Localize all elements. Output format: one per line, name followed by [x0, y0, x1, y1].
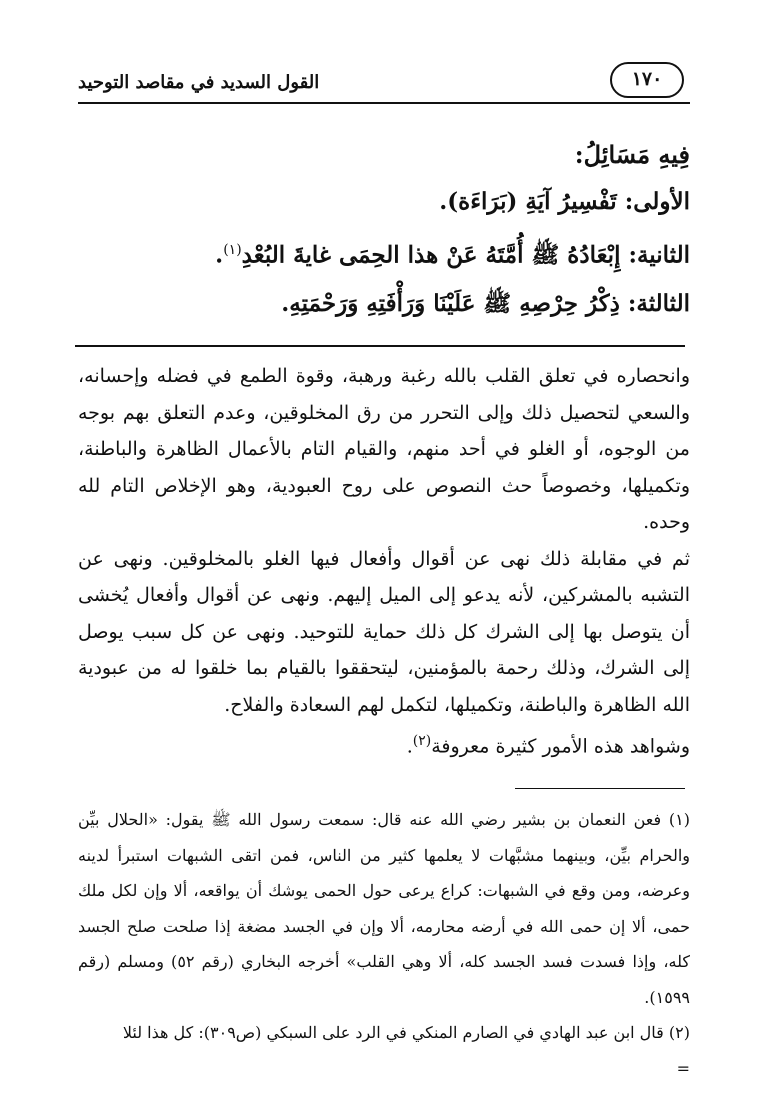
issue-text: الأولى: تَفْسِيرُ آيَةِ (بَرَاءَة). [439, 188, 690, 215]
section-separator [75, 345, 685, 347]
issue-text: الثالثة: ذِكْرُ حِرْصِهِ ﷺ عَلَيْنَا وَرَأْفَتِهِ وَرَحْمَتِهِ. [281, 289, 690, 317]
footnote-2: (٢) قال ابن عبد الهادي في الصارم المنكي في الرد على السبكي (ص٣٠٩): كل هذا لئلا [122, 1023, 690, 1042]
footnote-1: (١) فعن النعمان بن بشير رضي الله عنه قال: سمعت رسول الله ﷺ يقول: «الحلال بيِّن والحرام بيِّن، وبينهما مشبَّهات لا يعلمها كثير من الناس، فمن اتقى الشبهات استبرأ لدينه وعرضه، ومن وقع في الشبهات: كراع يرعى حول الحمى يوشك أن يواقعه، ألا وإن لكل ملك حمى، ألا إن حمى الله في أرضه محارمه، ألا وإن في الجسد مضغة إذا صلحت صلح الجسد كله، وإذا فسدت فسد الجسد كله، ألا وهي القلب» أخرجه البخاري (رقم ٥٢) ومسلم (رقم ١٥٩٩). [78, 810, 691, 1007]
issues-heading: فِيهِ مَسَائِلُ: [574, 140, 690, 169]
issues-section [70, 140, 690, 335]
footnote-ref: (١) [223, 242, 242, 258]
footnote-rule [515, 788, 685, 789]
paragraph: وانحصاره في تعلق القلب بالله رغبة ورهبة، وقوة الطمع في فضله وإحسانه، والسعي لتحصيل ذلك وإلى التحرر من رق المخلوقين، وعدم التعلق بهم بوجه من الوجوه، أو الغلو في أحد منهم، والقيام التام بالأعمال الظاهرة والباطنة، وتكميلها، وخصوصاً حث النصوص على روح العبودية، وهو الإخلاص التام لله وحده. [78, 365, 690, 533]
footnote-continuation: = [676, 1058, 690, 1078]
footnote-ref: (٢) [412, 733, 432, 749]
running-title: القول السديد في مقاصد التوحيد [78, 72, 320, 93]
page-number: ١٧٠ [610, 62, 684, 98]
issue-end: . [215, 241, 224, 269]
issue-item [70, 233, 690, 273]
page-header [78, 62, 690, 104]
issue-item [70, 185, 690, 219]
paragraph: ثم في مقابلة ذلك نهى عن أقوال وأفعال فيها الغلو بالمخلوقين. ونهى عن التشبه بالمشركين، لأنه يدعو إلى الميل إليهم. ونهى عن أقوال وأفعال يُخشى أن يتوصل بها إلى الشرك كل ذلك حماية للتوحيد. ونهى عن كل سبب يوصل إلى الشرك، وذلك رحمة بالمؤمنين، ليتحققوا بالقيام بما خلقوا له من عبودية الله الظاهرة والباطنة، وتكميلها، لتكمل لهم السعادة والفلاح. [78, 547, 690, 716]
paragraph-text: وشواهد هذه الأمور كثيرة معروفة [431, 735, 690, 758]
body-text [78, 358, 690, 765]
footnotes [78, 802, 690, 1086]
issue-text: الثانية: إِبْعَادُهُ ﷺ أُمَّتَهُ عَنْ هذا الحِمَى غايةَ البُعْدِ [241, 241, 690, 269]
header-rule [78, 102, 690, 104]
paragraph-end: . [406, 735, 413, 758]
paragraph [78, 723, 690, 765]
issue-item [70, 287, 690, 321]
